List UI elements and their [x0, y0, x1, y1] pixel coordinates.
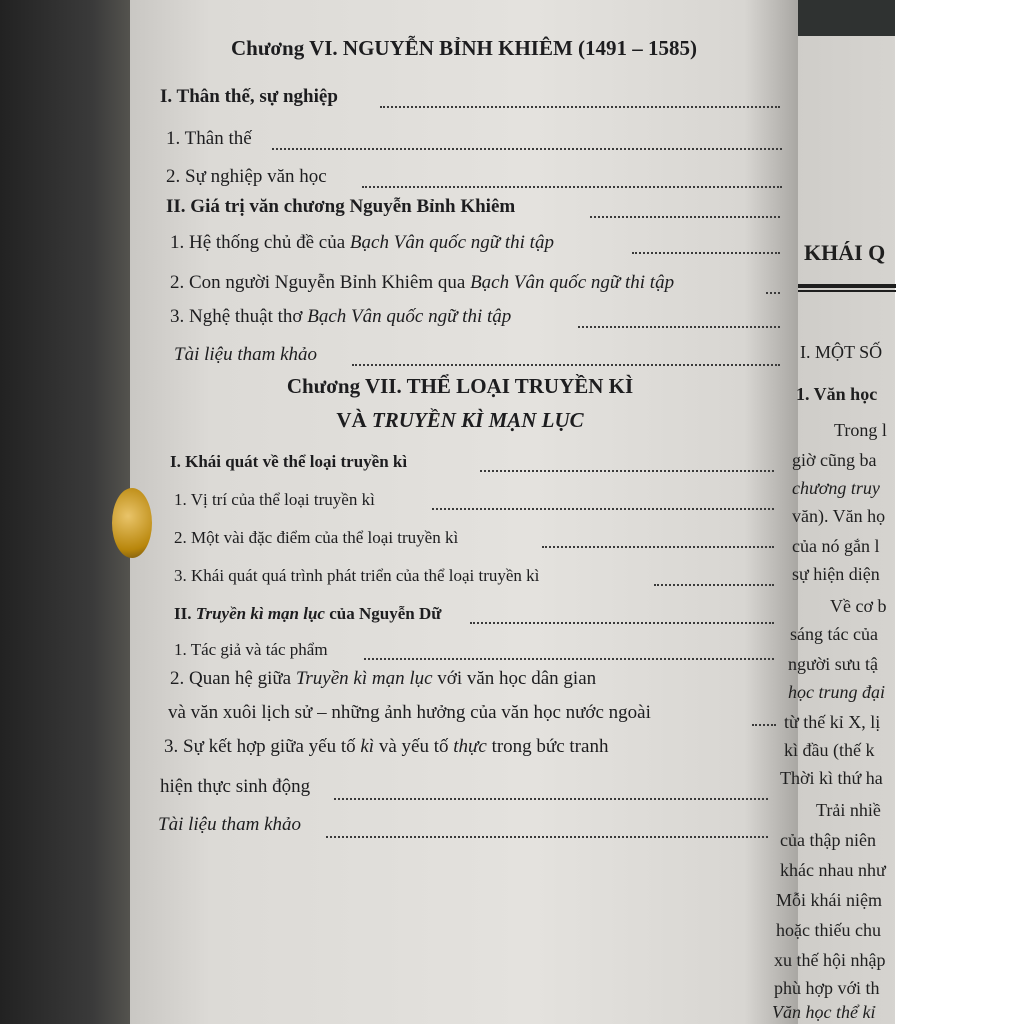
toc-label: I. Khái quát về thể loại truyền kì — [170, 452, 408, 471]
toc-leader — [326, 836, 768, 838]
toc-label: 1. Vị trí của thể loại truyền kì — [174, 490, 375, 509]
toc-label: I. Thân thế, sự nghiệp — [160, 86, 338, 107]
right-line: sự hiện diện — [792, 564, 880, 584]
right-line: khác nhau như — [780, 860, 886, 880]
right-line: kì đầu (thế k — [784, 740, 875, 760]
toc-label: 2. Sự nghiệp văn học — [166, 166, 327, 187]
toc-label: 1. Hệ thống chủ đề của Bạch Vân quốc ngữ thi tập — [170, 232, 554, 253]
right-line: của nó gắn l — [792, 536, 880, 556]
toc-leader — [432, 508, 774, 510]
toc-leader — [334, 798, 768, 800]
toc-label: 2. Quan hệ giữa Truyền kì mạn lục với văn học dân gian — [170, 668, 597, 689]
right-line: sáng tác của — [790, 624, 878, 644]
right-line: người sưu tậ — [788, 654, 879, 674]
right-line: học trung đại — [788, 682, 885, 702]
right-line: Trải nhiề — [816, 800, 881, 820]
toc-label: 3. Nghệ thuật thơ Bạch Vân quốc ngữ thi tập — [170, 306, 512, 327]
toc-leader — [590, 216, 780, 218]
right-page-text — [770, 0, 1024, 1024]
toc-label: 2. Một vài đặc điểm của thể loại truyền kì — [174, 528, 459, 547]
toc-label: Tài liệu tham khảo — [174, 344, 318, 365]
chapter-7-title-line1: Chương VII. THỂ LOẠI TRUYỀN KÌ — [286, 374, 634, 398]
toc-label: và văn xuôi lịch sử – những ảnh hưởng của văn học nước ngoài — [168, 702, 651, 723]
right-heading: KHÁI Q — [804, 240, 886, 265]
toc-leader — [654, 584, 774, 586]
toc-label: hiện thực sinh động — [160, 776, 311, 797]
toc-leader — [542, 546, 774, 548]
toc-leader — [380, 106, 780, 108]
toc-label: 3. Sự kết hợp giữa yếu tố kì và yếu tố thực trong bức tranh — [164, 736, 609, 757]
right-line: phù hợp với th — [774, 978, 880, 998]
table-of-contents — [130, 0, 798, 1024]
toc-leader — [578, 326, 780, 328]
toc-label: II. Giá trị văn chương Nguyễn Bỉnh Khiêm — [166, 196, 516, 217]
toc-label: 1. Thân thế — [166, 128, 252, 149]
right-line: giờ cũng ba — [792, 450, 877, 470]
toc-leader — [362, 186, 782, 188]
right-line: xu thế hội nhập — [774, 950, 886, 970]
toc-leader — [364, 658, 774, 660]
chapter-6-title: Chương VI. NGUYỄN BỈNH KHIÊM (1491 – 1585) — [230, 36, 698, 60]
right-line: văn). Văn họ — [792, 506, 886, 526]
right-subsection-title: 1. Văn học — [796, 384, 878, 404]
toc-leader — [480, 470, 774, 472]
right-line: từ thế kỉ X, lị — [784, 712, 881, 732]
right-line: Văn học thể kỉ — [772, 1002, 876, 1022]
right-line: Về cơ b — [830, 596, 887, 616]
toc-leader — [470, 622, 774, 624]
toc-leader — [272, 148, 782, 150]
toc-leader — [632, 252, 780, 254]
right-line: của thập niên — [780, 830, 876, 850]
toc-label: 2. Con người Nguyễn Bỉnh Khiêm qua Bạch Vân quốc ngữ thi tập — [170, 272, 675, 293]
chapter-7-title-line2: VÀ TRUYỀN KÌ MẠN LỤC — [336, 408, 584, 432]
right-section-title: I. MỘT SỐ — [800, 342, 883, 362]
toc-leader — [352, 364, 780, 366]
right-line: hoặc thiếu chu — [776, 920, 881, 940]
toc-label: II. Truyền kì mạn lục của Nguyễn Dữ — [174, 604, 442, 623]
toc-label: 3. Khái quát quá trình phát triển của thể loại truyền kì — [174, 566, 540, 585]
right-line: Trong l — [834, 420, 887, 440]
right-line: Mỗi khái niệm — [776, 890, 882, 910]
toc-label: Tài liệu tham khảo — [158, 814, 302, 835]
right-line: Thời kì thứ ha — [780, 768, 883, 788]
right-line: chương truy — [792, 478, 880, 498]
toc-label: 1. Tác giả và tác phẩm — [174, 640, 328, 659]
